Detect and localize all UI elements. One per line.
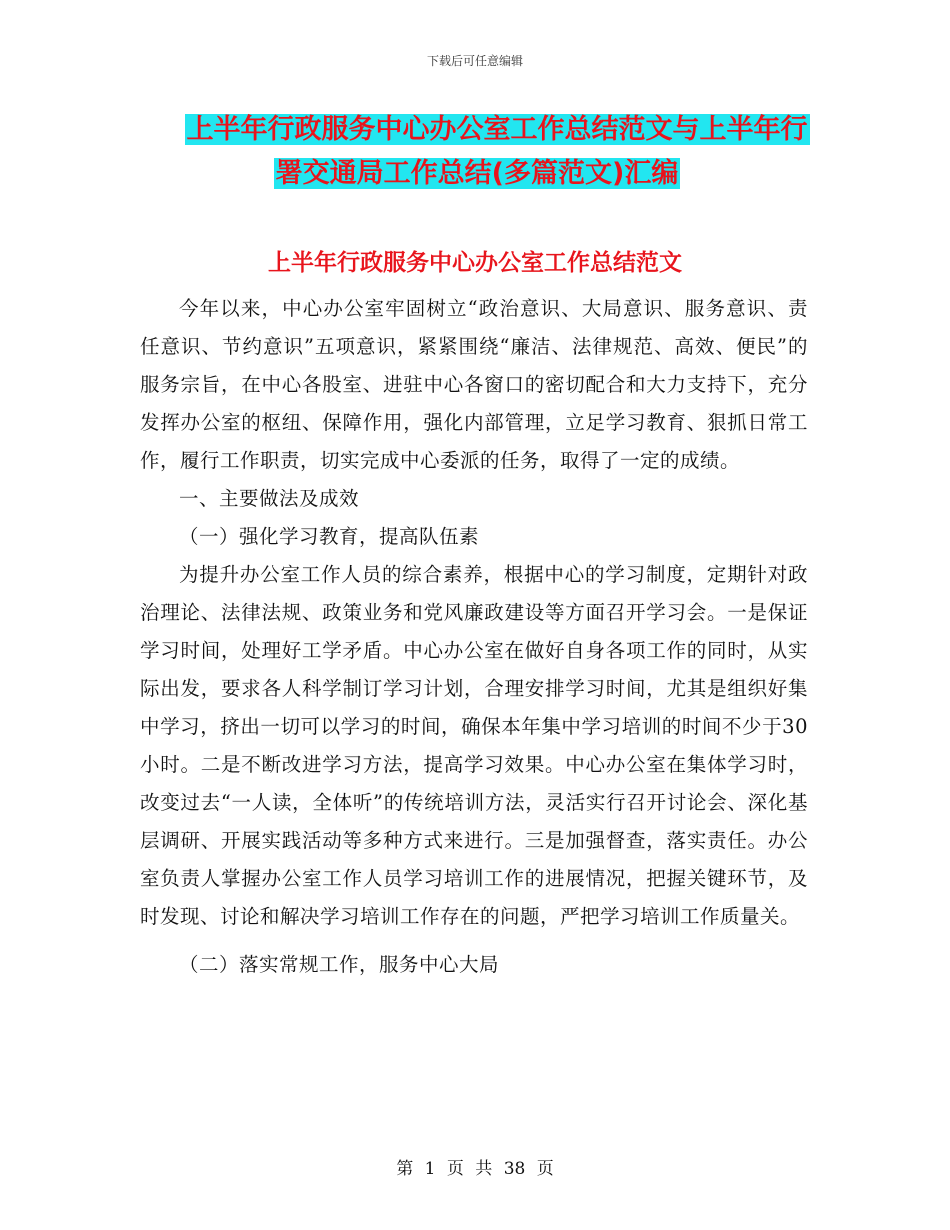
subheading-routine-work: （二）落实常规工作，服务中心大局 [179,953,500,976]
subheading-learning: （一）强化学习教育，提高队伍素 [179,525,480,548]
header-note: 下载后可任意编辑 [426,54,523,68]
page-number-footer: 第 1 页 共 38 页 [396,1159,554,1179]
section-title: 上半年行政服务中心办公室工作总结范文 [268,250,682,276]
document-title-line-2 [0,154,950,194]
paragraph-learning: 为提升办公室工作人员的综合素养，根据中心的学习制度，定期针对政治理论、法律法规、政策业务和党风廉政建设等方面召开学习会。一是保证学习时间，处理好工学矛盾。中心办公室在做好自身各项工作的同时，从实际出发，要求各人科学制订学习计划，合理安排学习时间，尤其是组织好集中学习，挤出一切可以学习的时间，确保本年集中学习培训的时间不少于30小时。二是不断改进学习方法，提高学习效果。中心办公室在集体学习时，改变过去“一人读，全体听”的传统培训方法，灵活实行召开讨论会、深化基层调研、开展实践活动等多种方式来进行。三是加强督查，落实责任。办公室负责人掌握办公室工作人员学习培训工作的进展情况，把握关键环节，及时发现、讨论和解决学习培训工作存在的问题，严把学习培训工作质量关。 [140,563,808,928]
paragraph-intro: 今年以来，中心办公室牢固树立“政治意识、大局意识、服务意识、责任意识、节约意识”五项意识，紧紧围绕“廉洁、法律规范、高效、便民”的服务宗旨，在中心各股室、进驻中心各窗口的密切配合和大力支持下，充分发挥办公室的枢纽、保障作用，强化内部管理，立足学习教育、狠抓日常工作，履行工作职责，切实完成中心委派的任务，取得了一定的成绩。 [140,297,808,472]
document-title-line-2-text: 署交通局工作总结(多篇范文)汇编 [275,158,679,189]
heading-main-practices: 一、主要做法及成效 [179,487,360,510]
document-title-line-1 [0,110,950,150]
document-title-line-1-text: 上半年行政服务中心办公室工作总结范文与上半年行 [186,114,808,145]
document-body [140,290,808,984]
